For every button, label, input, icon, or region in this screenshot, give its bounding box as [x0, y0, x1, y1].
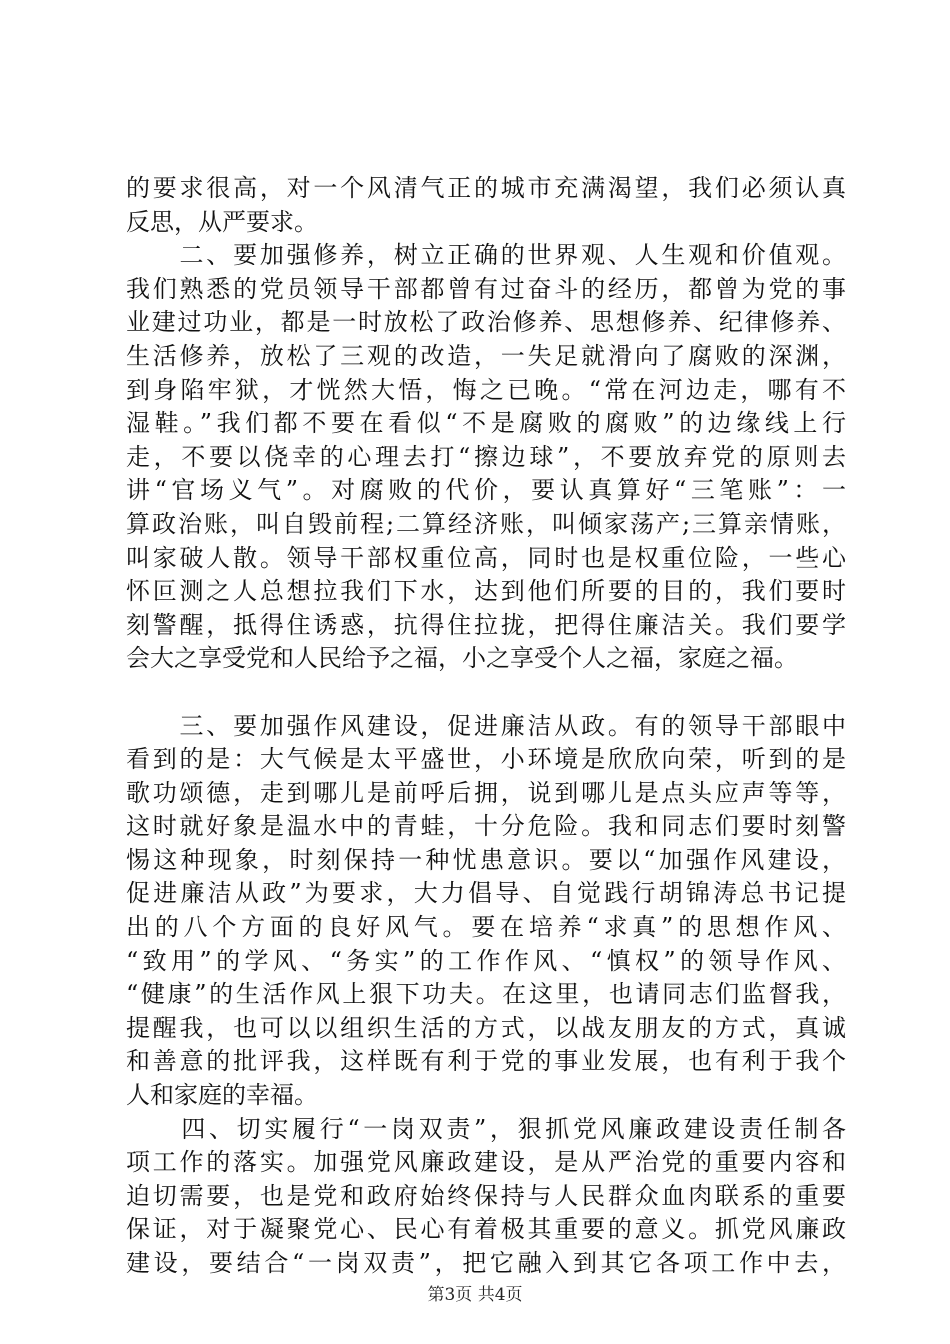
text-line: 二、要加强修养，树立正确的世界观、人生观和价值观。 — [126, 241, 846, 270]
text-line: 迫切需要，也是党和政府始终保持与人民群众血肉联系的重要 — [126, 1181, 846, 1210]
text-line: 业建过功业，都是一时放松了政治修养、思想修养、纪律修养、 — [126, 308, 846, 337]
text-line: “健康”的生活作风上狠下功夫。在这里，也请同志们监督我， — [126, 980, 846, 1009]
text-line: 三、要加强作风建设，促进廉洁从政。有的领导干部眼中 — [126, 711, 846, 740]
text-line: 的要求很高，对一个风清气正的城市充满渴望，我们必须认真 — [126, 174, 846, 202]
text-line: 人和家庭的幸福。 — [126, 1081, 318, 1110]
text-line: 建设，要结合“一岗双责”，把它融入到其它各项工作中去， — [126, 1249, 846, 1277]
text-line: 歌功颂德，走到哪儿是前呼后拥，说到哪儿是点头应声等等， — [126, 778, 846, 807]
text-line: 生活修养，放松了三观的改造，一失足就滑向了腐败的深渊， — [126, 341, 846, 370]
text-line: 四、切实履行“一岗双责”，狠抓党风廉政建设责任制各 — [126, 1114, 846, 1143]
page-footer: 第3页 共4页 — [427, 1285, 523, 1305]
text-line: 湿鞋。”我们都不要在看似“不是腐败的腐败”的边缘线上行 — [126, 409, 846, 438]
text-line: 到身陷牢狱，才恍然大悟，悔之已晚。“常在河边走，哪有不 — [126, 375, 846, 404]
paragraph-gap — [126, 676, 846, 710]
document-body — [126, 172, 846, 1281]
text-line: 走，不要以侥幸的心理去打“擦边球”，不要放弃党的原则去 — [126, 442, 846, 471]
text-line: 出的八个方面的良好风气。要在培养“求真”的思想作风、 — [126, 913, 846, 942]
text-line: 促进廉洁从政”为要求，大力倡导、自觉践行胡锦涛总书记提 — [126, 879, 846, 908]
text-line: 保证，对于凝聚党心、民心有着极其重要的意义。抓党风廉政 — [126, 1215, 846, 1244]
text-line: “致用”的学风、“务实”的工作作风、“慎权”的领导作风、 — [126, 946, 846, 975]
text-line: 看到的是：大气候是太平盛世，小环境是欣欣向荣，听到的是 — [126, 745, 846, 774]
text-line: 这时就好象是温水中的青蛙，十分危险。我和同志们要时刻警 — [126, 812, 846, 841]
text-line: 叫家破人散。领导干部权重位高，同时也是权重位险，一些心 — [126, 543, 846, 572]
text-line: 项工作的落实。加强党风廉政建设，是从严治党的重要内容和 — [126, 1148, 846, 1177]
text-line: 会大之享受党和人民给予之福，小之享受个人之福，家庭之福。 — [126, 644, 798, 673]
text-line: 讲“官场义气”。对腐败的代价，要认真算好“三笔账”：一 — [126, 476, 846, 505]
text-line: 和善意的批评我，这样既有利于党的事业发展，也有利于我个 — [126, 1047, 846, 1076]
text-line: 刻警醒，抵得住诱惑，抗得住拉拢，把得住廉洁关。我们要学 — [126, 610, 846, 639]
text-line: 惕这种现象，时刻保持一种忧患意识。要以“加强作风建设， — [126, 845, 846, 874]
text-line: 算政治账，叫自毁前程;二算经济账，叫倾家荡产;三算亲情账， — [126, 509, 846, 538]
text-line: 反思，从严要求。 — [126, 207, 318, 236]
text-line: 怀叵测之人总想拉我们下水，达到他们所要的目的，我们要时 — [126, 577, 846, 606]
text-line: 我们熟悉的党员领导干部都曾有过奋斗的经历，都曾为党的事 — [126, 274, 846, 303]
text-line: 提醒我，也可以以组织生活的方式，以战友朋友的方式，真诚 — [126, 1013, 846, 1042]
